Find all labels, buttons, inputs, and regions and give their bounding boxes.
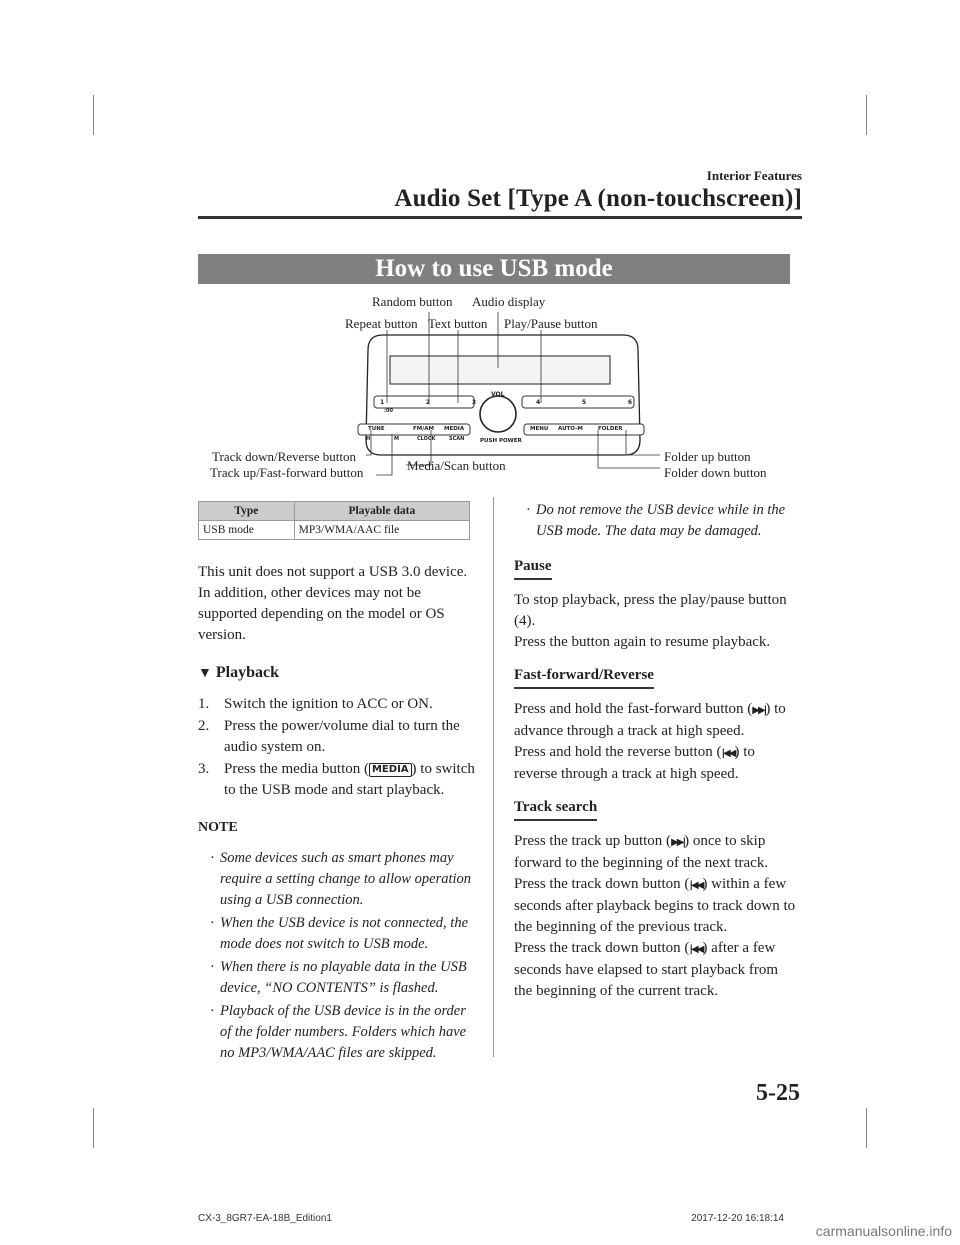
preset-2-label: 2 [425,399,431,406]
vol-label: VOL [491,391,505,398]
random-button-callout: Random button [372,294,453,309]
media-label: MEDIA [444,426,465,432]
rev-paragraph: Press and hold the reverse button (|◀◀) to reverse through a track at high speed. [514,744,755,782]
section-header: Interior Features [706,168,802,183]
reverse-icon: |◀◀ [721,748,735,759]
list-item: · Playback of the USB device is in the order of the folder numbers. Folders which have no MP3/WMA/AAC files are skipped. [210,1003,467,1061]
triangle-down-icon: ▼ [198,666,212,681]
folder-down-callout: Folder down button [664,465,767,480]
track-down-callout: Track down/Reverse button [212,449,356,464]
watermark: carmanualsonline.info [815,1223,952,1239]
preset-5-label: 5 [581,399,587,406]
header-rule [198,216,802,219]
m-label: M [394,436,399,442]
h-label: H [366,436,371,442]
list-item: 1. Switch the ignition to ACC or ON. [198,696,433,712]
fast-forward-icon: ▶▶| [752,705,766,716]
footer-timestamp: 2017-12-20 16:18:14 [691,1213,784,1224]
preset-3-label: 3 [471,399,476,406]
preset-6-label: 6 [627,399,632,406]
table-header-playable: Playable data [294,502,469,521]
track-down-icon: |◀◀ [689,880,703,891]
pause-heading: Pause [514,556,552,580]
track-down-paragraph: Press the track down button (|◀◀) after a few seconds have elapsed to start playback from the beginning of the current track. [514,940,779,999]
track-up-paragraph: Press the track up button (▶▶|) once to skip forward to the beginning of the next track. [514,833,769,871]
list-item: · When there is no playable data in the USB device, “NO CONTENTS” is flashed. [210,959,467,996]
list-item: · Some devices such as smart phones may require a setting change to allow operation using a USB connection. [210,850,472,908]
list-item: 2. Press the power/volume dial to turn the audio system on. [198,718,460,755]
play-pause-button-callout: Play/Pause button [504,316,598,331]
list-item: · When the USB device is not connected, the mode does not switch to USB mode. [210,915,469,952]
push-power-label: PUSH POWER [480,438,522,444]
table-cell: MP3/WMA/AAC file [294,521,469,540]
track-down-paragraph: Press the track down button (|◀◀) within a few seconds after playback begins to track down to the beginning of the previous track. [514,876,796,935]
page-title: Audio Set [Type A (non-touchscreen)] [394,185,802,212]
fm-am-label: FM/AM [413,426,434,432]
tune-label: TUNE [368,426,385,432]
repeat-button-callout: Repeat button [345,316,418,331]
playback-heading: ▼ Playback [198,664,279,681]
pause-paragraph: Press the button again to resume playback. [514,634,771,650]
section-banner: How to use USB mode [198,254,790,284]
crop-mark [866,1108,867,1148]
page-number: 5-25 [756,1080,800,1106]
table-header-row [199,502,470,521]
intro-paragraph: This unit does not support a USB 3.0 device. In addition, other devices may not be supported depending on the model or OS version. [198,564,468,643]
playback-steps [198,694,478,801]
track-up-callout: Track up/Fast-forward button [210,465,364,480]
pause-paragraph: To stop playback, press the play/pause button (4). [514,592,787,629]
menu-label: MENU [530,426,549,432]
crop-mark [93,95,94,135]
auto-m-label: AUTO-M [558,426,583,432]
table-header-type: Type [199,502,295,521]
crop-mark [866,95,867,135]
left-column [198,562,478,1066]
track-down-icon: |◀◀ [689,944,703,955]
scan-label: SCAN [449,436,465,442]
media-button-icon: MEDIA [369,763,412,777]
list-item: · Do not remove the USB device while in the USB mode. The data may be damaged. [526,502,786,539]
note-heading: NOTE [198,820,238,835]
table-row [199,521,470,540]
track-search-heading: Track search [514,797,597,821]
clock-label: CLOCK [417,436,436,442]
folder-label: FOLDER [598,426,623,432]
note-list-continued [514,500,796,542]
preset-4-label: 4 [536,399,541,406]
track-up-icon: ▶▶| [671,837,685,848]
list-item: 3. Press the media button ( MEDIA ) to switch to the USB mode and start playback. [198,761,475,798]
note-list [198,848,478,1064]
media-scan-callout: Media/Scan button [407,458,506,473]
text-button-callout: Text button [428,316,488,331]
preset-1-label: 1 [380,399,385,406]
crop-mark [93,1108,94,1148]
audio-display-callout: Audio display [472,294,546,309]
preset-sub-label: :00 [384,408,393,414]
column-divider [493,497,494,1057]
playable-data-table [198,501,470,540]
table-cell: USB mode [199,521,295,540]
ff-paragraph: Press and hold the fast-forward button (▶▶|) to advance through a track at high speed. [514,701,786,739]
footer-edition: CX-3_8GR7-EA-18B_Edition1 [198,1213,332,1224]
folder-up-callout: Folder up button [664,449,751,464]
ffrev-heading: Fast-forward/Reverse [514,665,654,689]
right-column [514,500,796,1002]
